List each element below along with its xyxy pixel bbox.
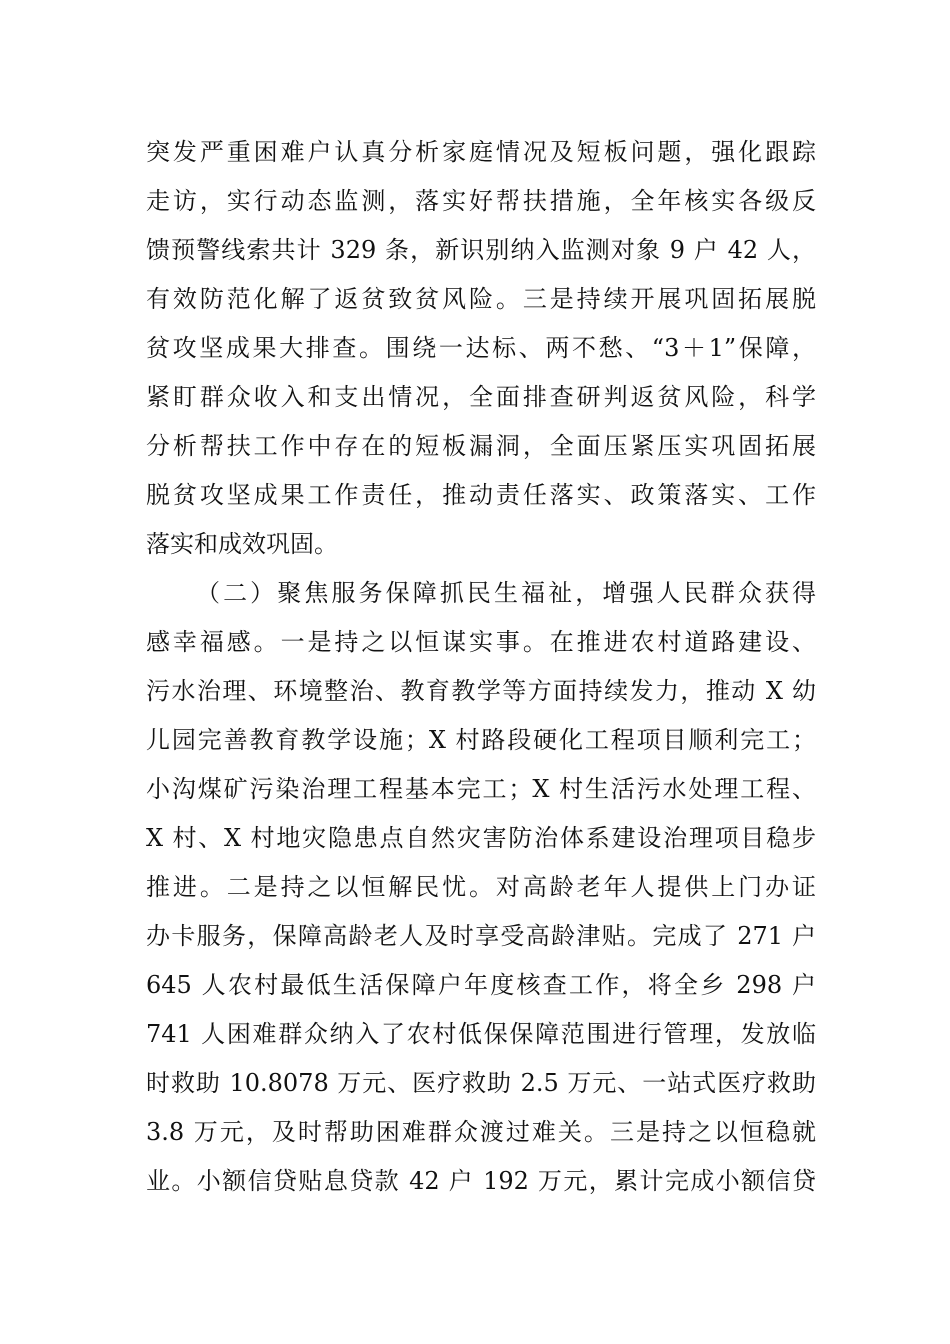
text-line: 落实和成效巩固。 [146, 530, 338, 558]
text-line: 741 人困难群众纳入了农村低保保障范围进行管理，发放临 [146, 1020, 816, 1048]
text-line: 办卡服务，保障高龄老人及时享受高龄津贴。完成了 271 户 [146, 922, 816, 950]
text-line: 感幸福感。一是持之以恒谋实事。在推进农村道路建设、 [146, 628, 816, 656]
text-line: 3.8 万元，及时帮助困难群众渡过难关。三是持之以恒稳就 [146, 1118, 816, 1146]
text-line: 时救助 10.8078 万元、医疗救助 2.5 万元、一站式医疗救助 [146, 1069, 816, 1097]
text-line: 推进。二是持之以恒解民忧。对高龄老年人提供上门办证 [146, 873, 816, 901]
section-heading-line: （二）聚焦服务保障抓民生福祉，增强人民群众获得 [196, 579, 816, 607]
text-line: X 村、X 村地灾隐患点自然灾害防治体系建设治理项目稳步 [146, 824, 816, 852]
text-line: 小沟煤矿污染治理工程基本完工；X 村生活污水处理工程、 [146, 775, 816, 803]
text-line: 馈预警线索共计 329 条，新识别纳入监测对象 9 户 42 人， [146, 236, 816, 264]
body-text [146, 128, 816, 1206]
text-line: 业。小额信贷贴息贷款 42 户 192 万元，累计完成小额信贷 [146, 1167, 816, 1195]
text-line: 645 人农村最低生活保障户年度核查工作，将全乡 298 户 [146, 971, 816, 999]
text-line: 贫攻坚成果大排查。围绕一达标、两不愁、“3＋1”保障， [146, 334, 816, 362]
text-line: 突发严重困难户认真分析家庭情况及短板问题，强化跟踪 [146, 138, 816, 166]
text-line: 走访，实行动态监测，落实好帮扶措施，全年核实各级反 [146, 187, 816, 215]
text-line: 脱贫攻坚成果工作责任，推动责任落实、政策落实、工作 [146, 481, 816, 509]
text-line: 儿园完善教育教学设施；X 村路段硬化工程项目顺利完工； [146, 726, 816, 754]
text-line: 污水治理、环境整治、教育教学等方面持续发力，推动 X 幼 [146, 677, 816, 705]
text-line: 有效防范化解了返贫致贫风险。三是持续开展巩固拓展脱 [146, 285, 816, 313]
text-line: 分析帮扶工作中存在的短板漏洞，全面压紧压实巩固拓展 [146, 432, 816, 460]
text-line: 紧盯群众收入和支出情况，全面排查研判返贫风险，科学 [146, 383, 816, 411]
